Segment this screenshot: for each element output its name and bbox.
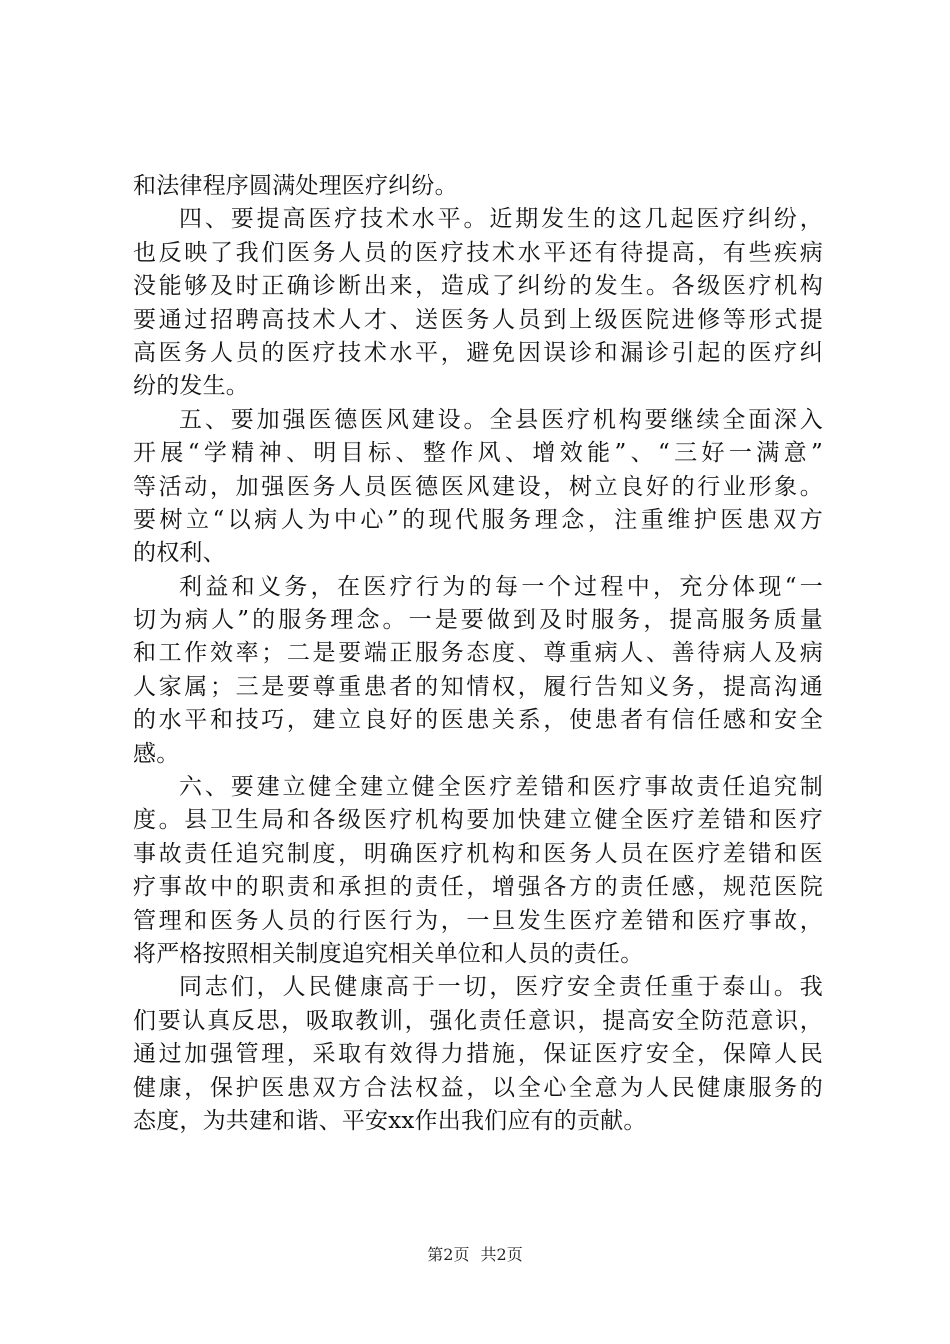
paragraph-start-line: 六、要建立健全建立健全医疗差错和医疗事故责任追究制 [179, 774, 823, 801]
text-line: 健康，保护医患双方合法权益，以全心全意为人民健康服务的 [133, 1074, 823, 1101]
text-line: 度。县卫生局和各级医疗机构要加快建立健全医疗差错和医疗 [133, 807, 823, 834]
text-line: 的权利、 [133, 540, 226, 567]
text-line: 疗事故中的职责和承担的责任，增强各方的责任感，规范医院 [133, 874, 823, 901]
text-line: 等活动，加强医务人员医德医风建设，树立良好的行业形象。 [133, 473, 823, 500]
text-line: 和法律程序圆满处理医疗纠纷。 [133, 173, 458, 199]
text-line: 要树立“以病人为中心”的现代服务理念，注重维护医患双方 [133, 506, 823, 533]
text-line: 纷的发生。 [133, 373, 249, 400]
text-line: 人家属；三是要尊重患者的知情权，履行告知义务，提高沟通 [133, 673, 823, 700]
text-line: 也反映了我们医务人员的医疗技术水平还有待提高，有些疾病 [133, 239, 823, 266]
text-line: 高医务人员的医疗技术水平，避免因误诊和漏诊引起的医疗纠 [133, 339, 823, 366]
text-line: 和工作效率；二是要端正服务态度、尊重病人、善待病人及病 [133, 640, 823, 667]
paragraph-start-line: 利益和义务，在医疗行为的每一个过程中，充分体现“一 [179, 573, 823, 600]
text-line: 事故责任追究制度，明确医疗机构和医务人员在医疗差错和医 [133, 840, 823, 867]
document-body [133, 170, 823, 1138]
text-line: 没能够及时正确诊断出来，造成了纠纷的发生。各级医疗机构 [133, 273, 823, 300]
text-line: 要通过招聘高技术人才、送医务人员到上级医院进修等形式提 [133, 306, 823, 333]
page-number-current: 第2页 [427, 1245, 470, 1264]
text-line: 切为病人”的服务理念。一是要做到及时服务，提高服务质量 [133, 607, 823, 634]
text-line: 管理和医务人员的行医行为，一旦发生医疗差错和医疗事故， [133, 907, 823, 934]
text-line: 的水平和技巧，建立良好的医患关系，使患者有信任感和安全 [133, 707, 823, 734]
page-footer [0, 1244, 950, 1266]
text-line: 开展“学精神、明目标、整作风、增效能”、“三好一满意” [133, 440, 823, 467]
paragraph-start-line: 四、要提高医疗技术水平。近期发生的这几起医疗纠纷， [179, 206, 823, 233]
page-number-total: 共2页 [480, 1245, 523, 1264]
paragraph-start-line: 同志们，人民健康高于一切，医疗安全责任重于泰山。我 [179, 974, 823, 1001]
text-line: 将严格按照相关制度追究相关单位和人员的责任。 [133, 940, 644, 967]
text-line: 态度，为共建和谐、平安xx作出我们应有的贡献。 [133, 1107, 647, 1134]
text-line: 通过加强管理，采取有效得力措施，保证医疗安全，保障人民 [133, 1041, 823, 1068]
text-line: 感。 [133, 740, 180, 767]
paragraph-start-line: 五、要加强医德医风建设。全县医疗机构要继续全面深入 [179, 406, 823, 433]
text-line: 们要认真反思，吸取教训，强化责任意识，提高安全防范意识， [133, 1007, 823, 1034]
